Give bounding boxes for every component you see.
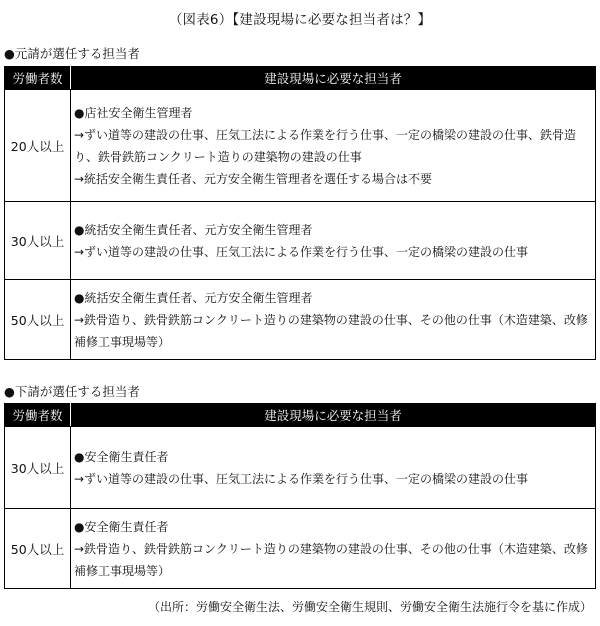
required-staff-cell (71, 509, 596, 589)
table-header-row (5, 67, 596, 90)
staff-role-line: ●統括安全衛生責任者、元方安全衛生管理者 (74, 290, 313, 305)
table-row (5, 509, 596, 589)
staff-role-line: ●安全衛生責任者 (74, 449, 169, 464)
required-staff-cell (71, 202, 596, 280)
required-staff-cell (71, 280, 596, 360)
table-prime-contractor (4, 66, 596, 360)
required-staff-cell (71, 427, 596, 509)
staff-role-line: ●安全衛生責任者 (74, 519, 169, 534)
worker-count-cell: 50人以上 (5, 280, 71, 360)
table-row (5, 427, 596, 509)
staff-condition-line: →鉄骨造り、鉄骨鉄筋コンクリート造りの建築物の建設の仕事、その他の仕事（木造建築、改修補修工事現場等） (74, 541, 588, 578)
worker-count-cell: 30人以上 (5, 202, 71, 280)
table-row (5, 90, 596, 202)
worker-count-cell: 20人以上 (5, 90, 71, 202)
table-subcontractor (4, 403, 596, 589)
section-label-prime: ●元請が選任する担当者 (4, 46, 140, 61)
staff-condition-line: →鉄骨造り、鉄骨鉄筋コンクリート造りの建築物の建設の仕事、その他の仕事（木造建築、改修補修工事現場等） (74, 312, 588, 349)
worker-count-cell: 50人以上 (5, 509, 71, 589)
staff-condition-line: →ずい道等の建設の仕事、圧気工法による作業を行う仕事、一定の橋梁の建設の仕事 (74, 244, 529, 259)
source-note: （出所：労働安全衛生法、労働安全衛生規則、労働安全衛生法施行令を基に作成） (147, 600, 592, 614)
header-worker-count: 労働者数 (5, 67, 71, 90)
header-required-staff: 建設現場に必要な担当者 (71, 404, 596, 427)
table-row (5, 202, 596, 280)
header-worker-count: 労働者数 (5, 404, 71, 427)
staff-condition-line: →統括安全衛生責任者、元方安全衛生管理者を選任する場合は不要 (74, 171, 433, 186)
staff-role-line: ●店社安全衛生管理者 (74, 105, 193, 120)
required-staff-cell (71, 90, 596, 202)
table-row (5, 280, 596, 360)
worker-count-cell: 30人以上 (5, 427, 71, 509)
figure-title: （図表6）【建設現場に必要な担当者は？】 (168, 12, 432, 28)
staff-role-line: ●統括安全衛生責任者、元方安全衛生管理者 (74, 222, 313, 237)
staff-condition-line: →ずい道等の建設の仕事、圧気工法による作業を行う仕事、一定の橋梁の建設の仕事 (74, 471, 529, 486)
header-required-staff: 建設現場に必要な担当者 (71, 67, 596, 90)
staff-condition-line: →ずい道等の建設の仕事、圧気工法による作業を行う仕事、一定の橋梁の建設の仕事、鉄骨造り、鉄骨鉄筋コンクリート造りの建築物の建設の仕事 (74, 127, 577, 164)
section-label-sub: ●下請が選任する担当者 (4, 384, 140, 399)
table-header-row (5, 404, 596, 427)
